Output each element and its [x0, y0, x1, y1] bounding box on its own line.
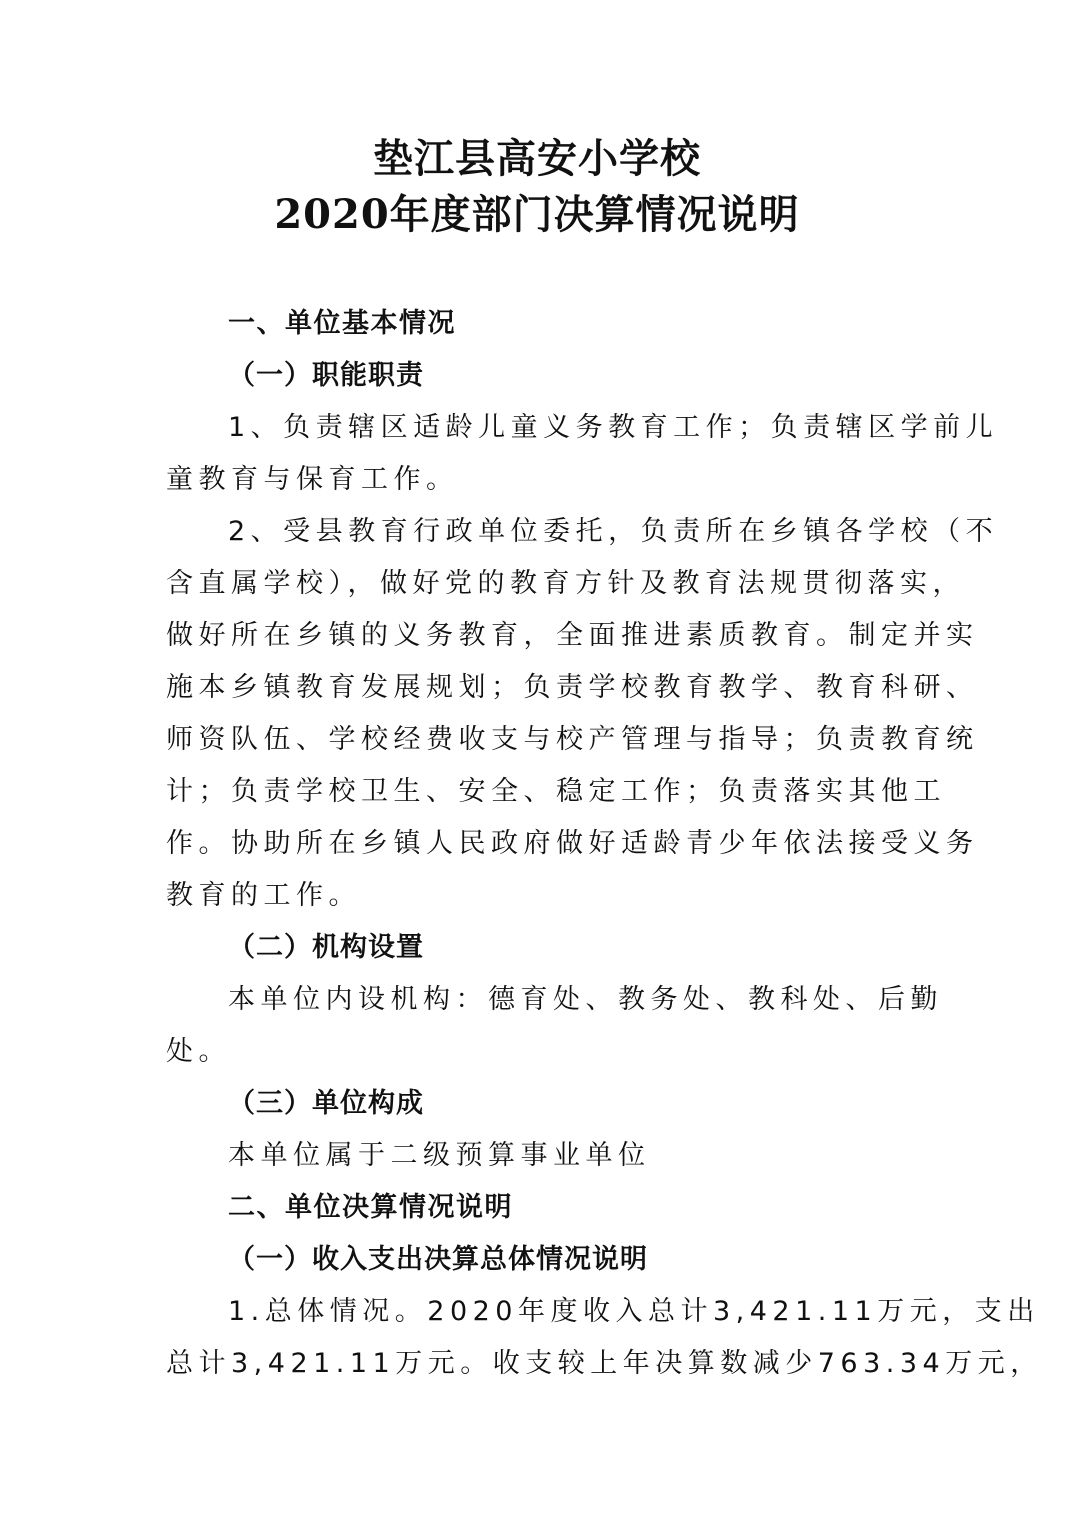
document-title-line-1: 垫江县高安小学校: [373, 135, 701, 182]
subsection-heading-1-1: （一）职能职责: [228, 360, 424, 391]
paragraph-line: 1、负责辖区适龄儿童义务教育工作；负责辖区学前儿: [228, 412, 999, 443]
section-heading-2: 二、单位决算情况说明: [228, 1192, 513, 1223]
paragraph-line: 总计3,421.11万元。收支较上年决算数减少763.34万元，: [166, 1348, 1043, 1379]
document-title-line-2: 2020年度部门决算情况说明: [274, 191, 800, 238]
paragraph-line: 作。协助所在乡镇人民政府做好适龄青少年依法接受义务: [166, 828, 979, 859]
paragraph-line: 含直属学校），做好党的教育方针及教育法规贯彻落实，: [166, 568, 965, 599]
paragraph-line: 2、受县教育行政单位委托，负责所在乡镇各学校（不: [228, 516, 999, 547]
paragraph-line: 本单位内设机构：德育处、教务处、教科处、后勤: [228, 984, 943, 1015]
subsection-heading-1-3: （三）单位构成: [228, 1088, 424, 1119]
section-heading-1: 一、单位基本情况: [228, 308, 456, 339]
paragraph-line: 童教育与保育工作。: [166, 464, 459, 495]
paragraph-line: 计；负责学校卫生、安全、稳定工作；负责落实其他工: [166, 776, 946, 807]
paragraph-line: 施本乡镇教育发展规划；负责学校教育教学、教育科研、: [166, 672, 979, 703]
subsection-heading-1-2: （二）机构设置: [228, 932, 424, 963]
paragraph-line: 师资队伍、学校经费收支与校产管理与指导；负责教育统: [166, 724, 979, 755]
paragraph-line: 本单位属于二级预算事业单位: [228, 1140, 651, 1171]
paragraph-line: 教育的工作。: [166, 880, 361, 911]
subsection-heading-2-1: （一）收入支出决算总体情况说明: [228, 1244, 648, 1275]
paragraph-line: 处。: [166, 1036, 231, 1067]
paragraph-line: 做好所在乡镇的义务教育，全面推进素质教育。制定并实: [166, 620, 979, 651]
paragraph-line: 1.总体情况。2020年度收入总计3,421.11万元，支出: [228, 1296, 1040, 1327]
